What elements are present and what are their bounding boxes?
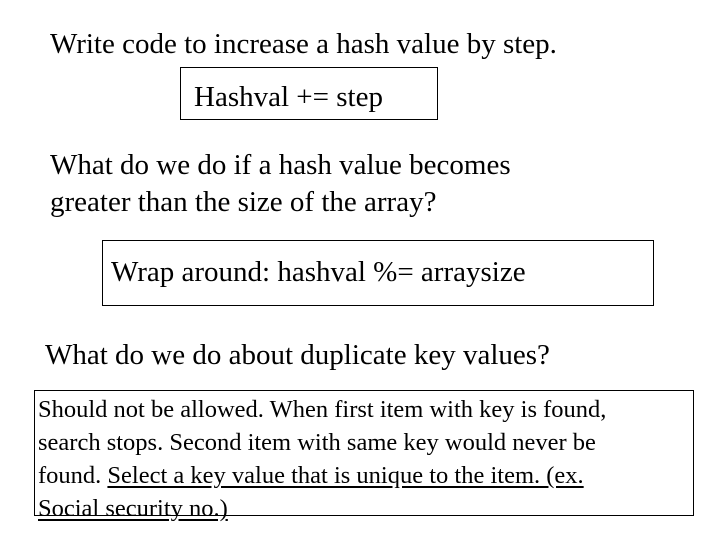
answer-box-duplicate-keys bbox=[34, 390, 694, 522]
answer-duplicate-line-3-plain: found. bbox=[38, 462, 108, 489]
answer-duplicate-line-3-underlined: Select a key value that is unique to the item. (ex. bbox=[107, 462, 584, 489]
answer-duplicate-line-2: search stops. Second item with same key would never be bbox=[38, 429, 596, 456]
answer-duplicate-line-1: Should not be allowed. When first item with key is found, bbox=[38, 396, 607, 423]
answer-box-wrap-around bbox=[102, 240, 654, 306]
answer-duplicate-keys-text bbox=[38, 393, 606, 525]
question-hash-overflow bbox=[50, 147, 511, 221]
answer-duplicate-line-3 bbox=[38, 459, 606, 492]
question-increase-hash: Write code to increase a hash value by step. bbox=[50, 28, 557, 60]
question-duplicate-keys: What do we do about duplicate key values? bbox=[45, 339, 550, 371]
question-hash-overflow-line-1: What do we do if a hash value becomes bbox=[50, 149, 511, 181]
answer-wrap-around-text: Wrap around: hashval %= arraysize bbox=[111, 256, 526, 288]
question-hash-overflow-line-2: greater than the size of the array? bbox=[50, 186, 437, 218]
answer-increase-hash-text: Hashval += step bbox=[194, 81, 383, 113]
answer-box-increase-hash bbox=[180, 67, 438, 120]
answer-duplicate-line-4: Social security no.) bbox=[38, 495, 228, 522]
